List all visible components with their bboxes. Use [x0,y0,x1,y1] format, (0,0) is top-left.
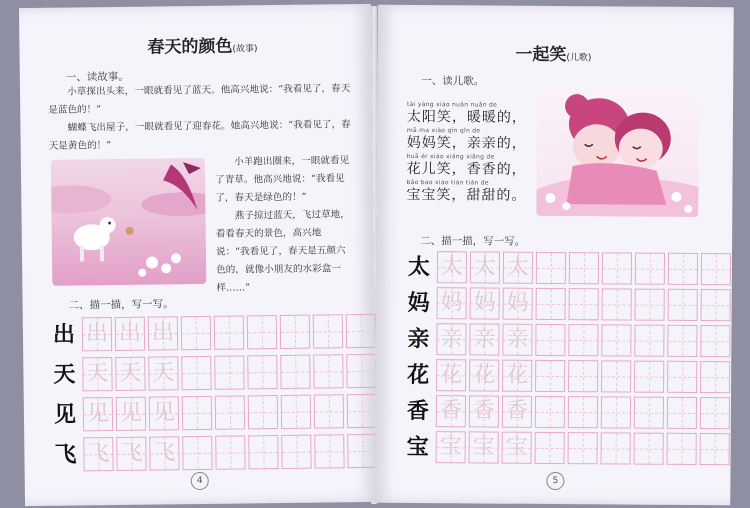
trace-character: 妈 [473,290,496,316]
trace-cell[interactable] [148,316,178,350]
page-number: 4 [191,472,209,490]
writing-cell[interactable] [535,360,565,392]
hanzi-text: 妈妈笑，亲亲的， [406,134,527,152]
tracing-grid [403,251,734,469]
rhyme-line [407,153,527,180]
trace-cell[interactable] [82,357,112,391]
trace-character: 见 [119,400,143,426]
story-paragraph-3: 小羊跑出圈来，一眼就看见了青草。他高兴地说：“我看见了，春天是绿色的！” [215,155,350,204]
page-number: 5 [546,472,564,490]
trace-cell[interactable] [148,356,178,390]
trace-character: 出 [151,320,175,346]
writing-cell[interactable] [535,324,565,356]
trace-cell[interactable] [470,287,500,319]
trace-cell[interactable] [469,323,499,355]
trace-character: 见 [86,401,110,427]
page-title [515,40,591,66]
trace-cell[interactable] [502,432,532,464]
writing-cell[interactable] [635,253,665,285]
model-cell [403,395,433,427]
writing-cell[interactable] [214,355,244,389]
trace-cell[interactable] [116,397,146,431]
trace-cell[interactable] [115,317,145,351]
writing-cell[interactable] [568,324,598,356]
trace-character: 飞 [87,441,110,467]
pinyin-text: mā ma xiào qīn qīn de [406,126,481,135]
section-heading-trace: 二、描一描，写一写。 [420,235,526,248]
writing-cell[interactable] [667,397,697,429]
kids-hugging-illustration [536,86,699,217]
tracing-row [404,251,734,285]
model-cell [50,437,80,471]
trace-cell[interactable] [436,359,466,391]
trace-cell[interactable] [503,252,533,284]
tracing-row [403,431,733,465]
writing-cell[interactable] [181,316,211,350]
model-character: 见 [53,401,77,428]
trace-character: 香 [505,398,528,424]
writing-cell[interactable] [281,395,311,429]
tracing-row [403,323,733,357]
writing-cell[interactable] [634,397,664,429]
model-character: 天 [53,361,76,388]
model-cell [404,251,434,283]
writing-cell[interactable] [314,434,344,468]
rhyme-line [407,127,527,154]
writing-cell[interactable] [347,394,377,428]
trace-character: 宝 [505,434,528,460]
trace-cell[interactable] [115,357,145,391]
trace-cell[interactable] [436,395,466,427]
writing-cell[interactable] [535,396,565,428]
left-page [19,4,377,506]
trace-cell[interactable] [470,251,500,283]
model-cell [404,287,434,319]
hanzi-text: 花儿笑，香香的， [406,160,527,178]
pinyin-text: huā ér xiào xiāng xiāng de [406,152,495,161]
trace-cell[interactable] [502,396,532,428]
writing-cell[interactable] [181,356,211,390]
writing-cell[interactable] [602,252,632,284]
writing-cell[interactable] [700,433,730,465]
writing-cell[interactable] [314,394,344,428]
writing-cell[interactable] [601,324,631,356]
trace-character: 天 [152,360,175,386]
writing-cell[interactable] [536,252,566,284]
story-paragraph-1: 小草探出头来，一眼就看见了蓝天。他高兴地说：“我看见了，春天是蓝色的！” [48,83,351,116]
writing-cell[interactable] [182,396,212,430]
title-tag: (故事) [232,44,258,55]
trace-character: 花 [440,362,463,388]
tracing-grid [49,314,381,478]
writing-cell[interactable] [248,435,278,469]
title-tag: (儿歌) [566,53,592,64]
model-character: 香 [406,397,429,425]
trace-cell[interactable] [83,397,113,431]
tracing-row [404,287,734,321]
writing-cell[interactable] [215,395,245,429]
trace-cell[interactable] [503,288,533,320]
writing-cell[interactable] [346,314,376,348]
model-cell [49,357,79,391]
writing-cell[interactable] [668,289,698,321]
model-character: 太 [407,253,431,281]
title-text: 春天的颜色 [147,36,233,58]
writing-cell[interactable] [535,432,565,464]
hanzi-text: 太阳笑，暖暖的， [406,108,528,126]
trace-character: 香 [439,398,462,424]
model-character: 飞 [54,441,77,468]
writing-cell[interactable] [634,433,664,465]
trace-character: 出 [118,320,142,346]
trace-cell[interactable] [437,251,467,283]
writing-cell[interactable] [569,288,599,320]
tracing-row [403,395,733,429]
trace-character: 出 [85,321,109,347]
hanzi-text: 宝宝笑，甜甜的。 [406,186,527,204]
writing-cell[interactable] [700,325,730,357]
page-title [147,31,257,57]
trace-character: 天 [86,361,109,387]
writing-cell[interactable] [667,361,697,393]
writing-cell[interactable] [248,395,278,429]
model-cell [403,359,433,391]
writing-cell[interactable] [568,360,598,392]
trace-cell[interactable] [116,437,146,471]
model-character: 妈 [407,289,430,317]
writing-cell[interactable] [347,434,377,468]
trace-character: 花 [473,362,496,388]
trace-character: 香 [472,398,495,424]
writing-cell[interactable] [700,397,730,429]
tracing-row [49,354,379,392]
trace-character: 宝 [472,434,495,460]
story-paragraph-4: 燕子掠过蓝天，飞过草地，看看春天的景色，高兴地说：“我看见了，春天是五颜六色的，就像小朋友的水彩盒一样……” [215,209,350,294]
model-cell [49,317,79,351]
writing-cell[interactable] [601,432,631,464]
section-heading-read: 一、读故事。 [65,70,129,84]
writing-cell[interactable] [601,360,631,392]
trace-character: 亲 [506,326,529,352]
section-heading-read: 一、读儿歌。 [421,75,485,88]
writing-cell[interactable] [247,355,277,389]
trace-character: 花 [506,362,529,388]
trace-cell[interactable] [469,431,499,463]
model-cell [403,431,433,463]
writing-cell[interactable] [701,253,731,285]
story-paragraph-2: 蝴蝶飞出屋子，一眼就看见了迎春花。她高兴地说：“我看见了，春天是黄色的！” [48,119,351,152]
writing-cell[interactable] [214,315,244,349]
trace-cell[interactable] [82,317,112,351]
writing-cell[interactable] [635,289,665,321]
writing-cell[interactable] [280,315,310,349]
trace-cell[interactable] [149,436,179,470]
writing-cell[interactable] [280,355,310,389]
trace-cell[interactable] [83,437,113,471]
writing-cell[interactable] [667,325,697,357]
writing-cell[interactable] [701,289,731,321]
trace-character: 妈 [440,290,463,316]
writing-cell[interactable] [667,433,697,465]
trace-cell[interactable] [469,395,499,427]
trace-character: 亲 [473,326,496,352]
trace-cell[interactable] [436,431,466,463]
writing-cell[interactable] [568,432,598,464]
trace-character: 太 [440,254,464,280]
writing-cell[interactable] [247,315,277,349]
model-character: 亲 [407,325,430,353]
story-illustration [51,158,207,286]
trace-cell[interactable] [437,287,467,319]
title-text: 一起笑 [515,44,567,66]
model-character: 出 [52,321,76,348]
writing-cell[interactable] [536,288,566,320]
writing-cell[interactable] [346,354,376,388]
rhyme-line [406,179,526,206]
right-page [374,5,733,505]
trace-cell[interactable] [149,396,179,430]
pinyin-text: bǎo bao xiào tián tián de [406,178,489,187]
writing-cell[interactable] [281,435,311,469]
trace-character: 飞 [153,440,176,466]
trace-cell[interactable] [502,360,532,392]
trace-character: 天 [119,360,142,386]
writing-cell[interactable] [602,288,632,320]
tracing-row [403,359,733,393]
trace-cell[interactable] [436,323,466,355]
writing-cell[interactable] [601,396,631,428]
trace-cell[interactable] [469,359,499,391]
writing-cell[interactable] [215,435,245,469]
model-cell [403,323,433,355]
writing-cell[interactable] [313,354,343,388]
trace-character: 见 [152,400,176,426]
trace-character: 亲 [440,326,463,352]
nursery-rhyme [406,101,527,206]
tracing-row [49,314,379,352]
trace-character: 太 [506,254,530,280]
tracing-row [50,434,380,472]
section-heading-trace: 二、描一描，写一写。 [68,298,174,312]
tracing-row [50,394,380,432]
pinyin-text: tài yáng xiào nuǎn nuǎn de [407,100,498,109]
trace-character: 宝 [439,434,462,460]
trace-cell[interactable] [502,324,532,356]
writing-cell[interactable] [569,252,599,284]
writing-cell[interactable] [700,361,730,393]
trace-character: 太 [473,254,497,280]
model-character: 花 [407,361,430,389]
trace-character: 飞 [120,440,143,466]
model-character: 宝 [406,433,429,461]
trace-character: 妈 [506,290,529,316]
writing-cell[interactable] [634,325,664,357]
writing-cell[interactable] [182,436,212,470]
writing-cell[interactable] [313,314,343,348]
writing-cell[interactable] [668,253,698,285]
writing-cell[interactable] [634,361,664,393]
model-cell [50,397,80,431]
rhyme-line [407,101,527,128]
writing-cell[interactable] [568,396,598,428]
